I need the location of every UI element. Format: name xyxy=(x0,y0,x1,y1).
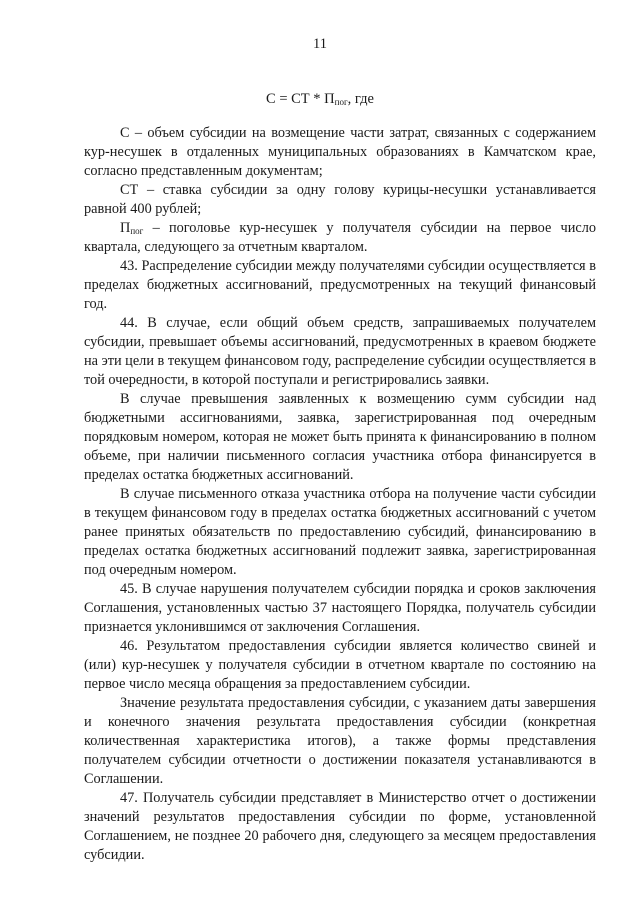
paragraph-definition-st: СТ – ставка субсидии за одну голову курицы-несушки устанавливается равной 400 рублей; xyxy=(84,182,596,217)
paragraph-44: 44. В случае, если общий объем средств, запрашиваемых получателем субсидии, превышает объемы ассигнований, предусмотренных в краевом бюджете на эти цели в текущем финансовом году, распределение субсидии осуществляется в той очередности, в которой поступали и регистрировались заявки. xyxy=(84,315,596,388)
ppog-subscript: пог xyxy=(130,226,144,236)
paragraph-definition-c: С – объем субсидии на возмещение части затрат, связанных с содержанием кур-несушек в отдаленных муниципальных образованиях в Камчатском крае, согласно представленным документам; xyxy=(84,125,596,179)
paragraph-43: 43. Распределение субсидии между получателями субсидии осуществляется в пределах бюджетных ассигнований, предусмотренных на текущий финансовый год. xyxy=(84,258,596,312)
paragraph-44-refusal: В случае письменного отказа участника отбора на получение части субсидии в текущем финансовом году в пределах остатка бюджетных ассигнований с учетом ранее принятых обязательств по предоставлению субсидий, финансированию в пределах остатка бюджетных ассигнований подлежит заявка, зарегистрированная под очередным номером. xyxy=(84,486,596,578)
paragraph-44-excess: В случае превышения заявленных к возмещению сумм субсидии над бюджетными ассигнованиями, заявка, зарегистрированная под очередным порядковым номером, которая не может быть принята к финансированию в полном объеме, при наличии письменного согласия участника отбора финансируется в пределах остатка бюджетных ассигнований. xyxy=(84,391,596,483)
paragraph-46-value: Значение результата предоставления субсидии, с указанием даты завершения и конечного значения результата предоставления субсидии (конкретная количественная характеристика итогов), а также формы представления получателем субсидии отчетности о достижении показателя устанавливаются в Соглашении. xyxy=(84,695,596,787)
subsidy-formula xyxy=(0,91,640,108)
paragraph-47: 47. Получатель субсидии представляет в Министерство отчет о достижении значений результатов предоставления субсидии по форме, установленной Соглашением, не позднее 20 рабочего дня, следующего за месяцем предоставления субсидии. xyxy=(84,790,596,863)
paragraph-45: 45. В случае нарушения получателем субсидии порядка и сроков заключения Соглашения, установленных частью 37 настоящего Порядка, получатель субсидии признается уклонившимся от заключения Соглашения. xyxy=(84,581,596,635)
ppog-symbol: П xyxy=(120,220,131,236)
formula-lhs: С = СТ * П xyxy=(266,91,335,107)
page-number: 11 xyxy=(313,36,327,52)
formula-subscript: пог xyxy=(334,97,348,107)
document-body xyxy=(84,124,596,865)
paragraph-46: 46. Результатом предоставления субсидии является количество свиней и (или) кур-несушек у получателя субсидии в отчетном квартале по состоянию на первое число месяца обращения за предоставлением субсидии. xyxy=(84,638,596,692)
paragraph-definition-ppog xyxy=(84,219,596,257)
ppog-text: – поголовье кур-несушек у получателя субсидии на первое число квартала, следующего за отчетным кварталом. xyxy=(84,220,596,255)
formula-tail: , где xyxy=(347,91,374,107)
